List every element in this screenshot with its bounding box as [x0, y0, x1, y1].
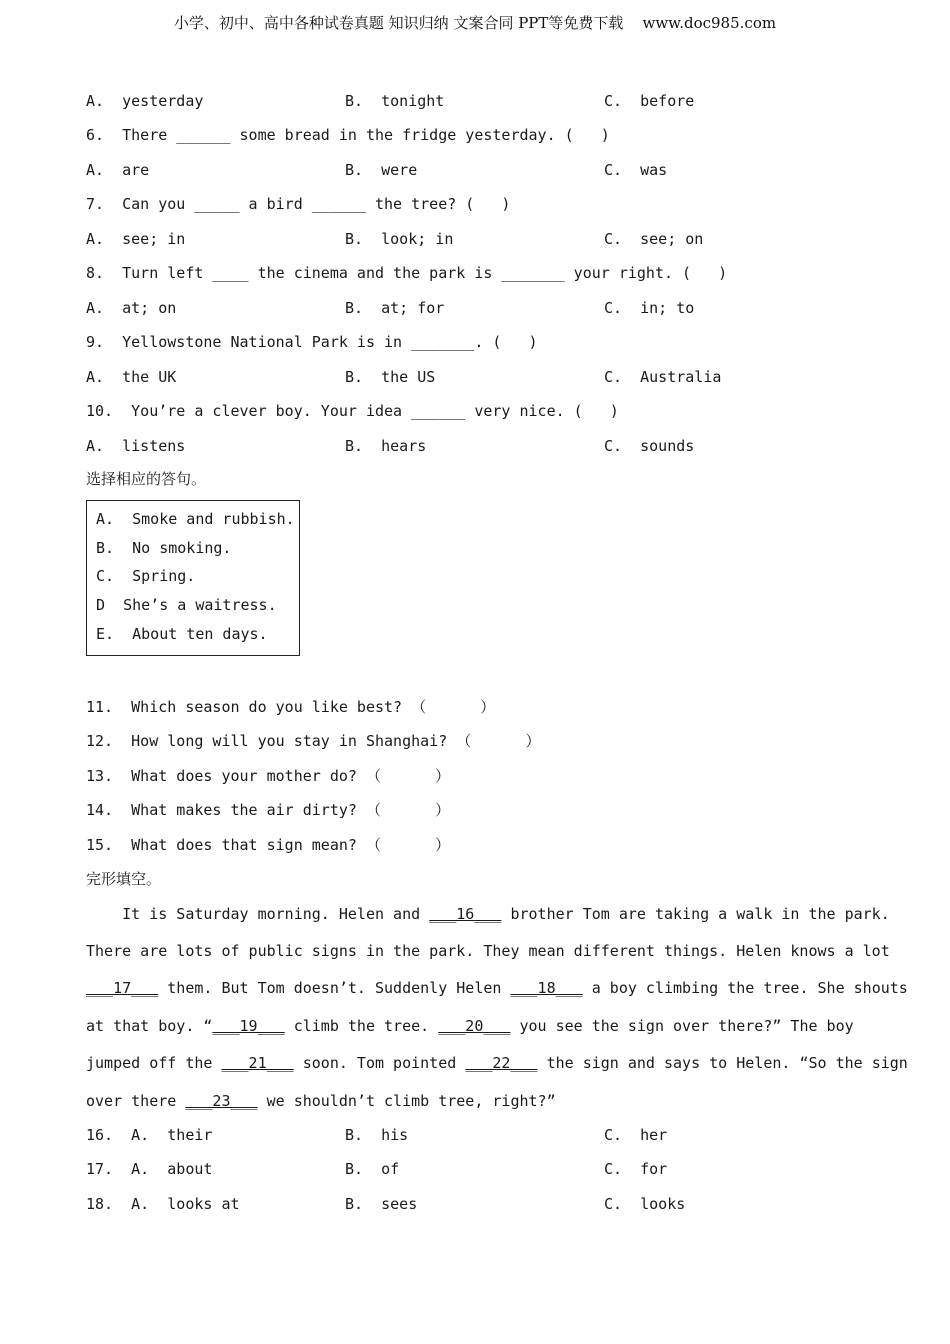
- matching-question: 12. How long will you stay in Shanghai? （ ）: [86, 732, 541, 750]
- blank-16: ___16___: [429, 905, 502, 923]
- cloze-text: we shouldn’t climb tree, right?”: [257, 1092, 556, 1110]
- q18-option-c: C. looks: [604, 1195, 686, 1213]
- cloze-text: jumped off the: [86, 1054, 222, 1072]
- q10-stem: 10. You’re a clever boy. Your idea ______ very nice. ( ): [86, 402, 619, 420]
- blank-21: ___21___: [221, 1054, 294, 1072]
- q6-option-c: C. was: [604, 161, 668, 179]
- cloze-line-6: [86, 1091, 556, 1111]
- matching-question: 11. Which season do you like best? （ ）: [86, 698, 496, 716]
- answer-option: B. No smoking.: [96, 539, 232, 557]
- answer-option: C. Spring.: [96, 567, 196, 585]
- cloze-text: climb the tree.: [284, 1017, 439, 1035]
- q7-option-c: C. see; on: [604, 230, 704, 248]
- q17-stem: 17. A. about: [86, 1160, 213, 1178]
- cloze-line-5: [86, 1053, 908, 1073]
- q16-option-b: B. his: [345, 1126, 409, 1144]
- q8-stem: 8. Turn left ____ the cinema and the park is _______ your right. ( ): [86, 264, 728, 282]
- cloze-text: It is Saturday morning. Helen and: [86, 905, 430, 923]
- q10-option-c: C. sounds: [604, 437, 695, 455]
- cloze-line-2: There are lots of public signs in the park. They mean different things. Helen knows a lot: [86, 942, 890, 960]
- q16-option-c: C. her: [604, 1126, 668, 1144]
- blank-19: ___19___: [212, 1017, 285, 1035]
- q7-option-b: B. look; in: [345, 230, 454, 248]
- cloze-text: a boy climbing the tree. She shouts: [582, 979, 908, 997]
- cloze-line-1: [86, 904, 890, 924]
- q10-option-a: A. listens: [86, 437, 186, 455]
- q10-option-b: B. hears: [345, 437, 427, 455]
- cloze-text: you see the sign over there?” The boy: [510, 1017, 854, 1035]
- q5-option-a: A. yesterday: [86, 92, 204, 110]
- q5-option-b: B. tonight: [345, 92, 445, 110]
- cloze-text: them. But Tom doesn’t. Suddenly Helen: [158, 979, 511, 997]
- matching-question: 13. What does your mother do? （ ）: [86, 767, 451, 785]
- q6-option-b: B. were: [345, 161, 418, 179]
- q9-option-b: B. the US: [345, 368, 436, 386]
- cloze-text: over there: [86, 1092, 186, 1110]
- answer-box: [86, 500, 300, 656]
- q9-stem: 9. Yellowstone National Park is in _______. ( ): [86, 333, 538, 351]
- cloze-line-4: [86, 1016, 854, 1036]
- q18-option-b: B. sees: [345, 1195, 418, 1213]
- page-header: 小学、初中、高中各种试卷真题 知识归纳 文案合同 PPT等免费下载 www.doc985.com: [173, 14, 777, 32]
- q5-option-c: C. before: [604, 92, 695, 110]
- q7-stem: 7. Can you _____ a bird ______ the tree? ( ): [86, 195, 511, 213]
- matching-question: 14. What makes the air dirty? （ ）: [86, 801, 451, 819]
- q9-option-c: C. Australia: [604, 368, 722, 386]
- q17-option-b: B. of: [345, 1160, 400, 1178]
- blank-22: ___22___: [465, 1054, 538, 1072]
- blank-18: ___18___: [510, 979, 583, 997]
- section-title-cloze: 完形填空。: [86, 870, 162, 888]
- q6-stem: 6. There ______ some bread in the fridge yesterday. ( ): [86, 126, 610, 144]
- answer-option: D She’s a waitress.: [96, 596, 277, 614]
- q18-stem: 18. A. looks at: [86, 1195, 240, 1213]
- blank-23: ___23___: [185, 1092, 258, 1110]
- cloze-text: soon. Tom pointed: [293, 1054, 466, 1072]
- blank-17: ___17___: [86, 979, 159, 997]
- q7-option-a: A. see; in: [86, 230, 186, 248]
- q8-option-b: B. at; for: [345, 299, 445, 317]
- q17-option-c: C. for: [604, 1160, 668, 1178]
- answer-option: E. About ten days.: [96, 625, 268, 643]
- matching-question: 15. What does that sign mean? （ ）: [86, 836, 451, 854]
- q8-option-a: A. at; on: [86, 299, 177, 317]
- q16-stem: 16. A. their: [86, 1126, 213, 1144]
- section-title-matching: 选择相应的答句。: [86, 470, 207, 488]
- q6-option-a: A. are: [86, 161, 150, 179]
- answer-option: A. Smoke and rubbish.: [96, 510, 295, 528]
- blank-20: ___20___: [438, 1017, 511, 1035]
- cloze-text: brother Tom are taking a walk in the park.: [501, 905, 890, 923]
- cloze-text: the sign and says to Helen. “So the sign: [537, 1054, 908, 1072]
- q8-option-c: C. in; to: [604, 299, 695, 317]
- cloze-text: at that boy. “: [86, 1017, 213, 1035]
- cloze-line-3: [86, 978, 908, 998]
- q9-option-a: A. the UK: [86, 368, 177, 386]
